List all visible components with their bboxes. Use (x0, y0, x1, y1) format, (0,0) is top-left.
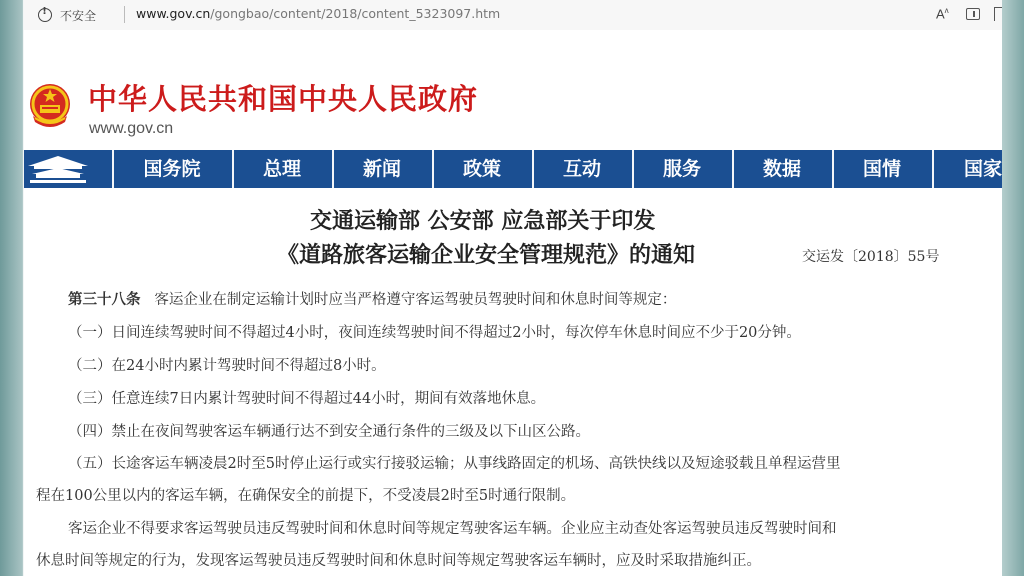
site-domain: www.gov.cn (89, 120, 174, 137)
article-title-line2: 《道路旅客运输企业安全管理规范》的通知 (277, 242, 696, 268)
nav-item-country[interactable]: 国家 (963, 158, 1002, 180)
main-nav (24, 150, 1002, 188)
article-item-4: （四）禁止在夜间驾驶客运车辆通行达不到安全通行条件的三级及以下山区公路。 (68, 424, 590, 440)
national-emblem-icon (27, 82, 73, 130)
read-aloud-icon[interactable]: $A^ʌ$ (936, 6, 949, 22)
nav-item-premier[interactable]: 总理 (262, 158, 301, 180)
browser-window (24, 0, 1002, 576)
closing-line2: 休息时间等规定的行为，发现客运驾驶员违反驾驶时间和休息时间等规定驾驶客运车辆时，应及时采取措施纠正。 (36, 553, 761, 569)
address-bar[interactable] (24, 0, 1002, 31)
nav-item-policy[interactable]: 政策 (462, 158, 501, 180)
article-item-2: （二）在24小时内累计驾驶时间不得超过8小时。 (68, 358, 386, 374)
security-label[interactable]: 不安全 (60, 9, 97, 23)
nav-item-news[interactable]: 新闻 (362, 158, 401, 180)
article-item-5-line1: （五）长途客运车辆凌晨2时至5时停止运行或实行接驳运输；从事线路固定的机场、高铁快线以及短途驳载且单程运营里 (68, 456, 841, 472)
more-icon[interactable] (994, 7, 1002, 21)
article-paragraph (68, 288, 676, 309)
nav-item-state-council[interactable]: 国务院 (143, 158, 201, 180)
site-header (24, 30, 1002, 150)
site-title[interactable]: 中华人民共和国中央人民政府 (88, 82, 479, 116)
tiananmen-icon (24, 150, 92, 188)
article-item-3: （三）任意连续7日内累计驾驶时间不得超过44小时，期间有效落地休息。 (68, 391, 546, 407)
nav-item-interaction[interactable]: 互动 (562, 158, 601, 180)
reading-view-icon[interactable] (966, 8, 980, 20)
article-item-5-line2: 程在100公里以内的客运车辆，在确保安全的前提下，不受凌晨2时至5时通行限制。 (36, 488, 576, 504)
nav-item-national-info[interactable]: 国情 (862, 158, 901, 180)
nav-item-services[interactable]: 服务 (662, 158, 701, 180)
article-title-line1: 交通运输部 公安部 应急部关于印发 (310, 208, 656, 234)
closing-line1: 客运企业不得要求客运驾驶员违反驾驶时间和休息时间等规定驾驶客运车辆。企业应主动查处客运驾驶员违反驾驶时间和 (68, 521, 837, 537)
article-item-1: （一）日间连续驾驶时间不得超过4小时，夜间连续驾驶时间不得超过2小时，每次停车休息时间应不少于20分钟。 (68, 325, 801, 341)
url-path: /gongbao/content/2018/content_5323097.htm (210, 6, 501, 21)
document-number: 交运发〔2018〕55号 (802, 249, 940, 265)
warning-icon[interactable] (38, 8, 52, 22)
article-intro: 客运企业在制定运输计划时应当严格遵守客运驾驶员驾驶时间和休息时间等规定： (154, 292, 677, 308)
address-divider (124, 6, 125, 23)
url-text[interactable] (136, 6, 500, 21)
nav-divider (112, 150, 114, 188)
url-host: www.gov.cn (136, 6, 211, 21)
article-label: 第三十八条 (68, 291, 141, 308)
nav-item-data[interactable]: 数据 (762, 158, 801, 180)
